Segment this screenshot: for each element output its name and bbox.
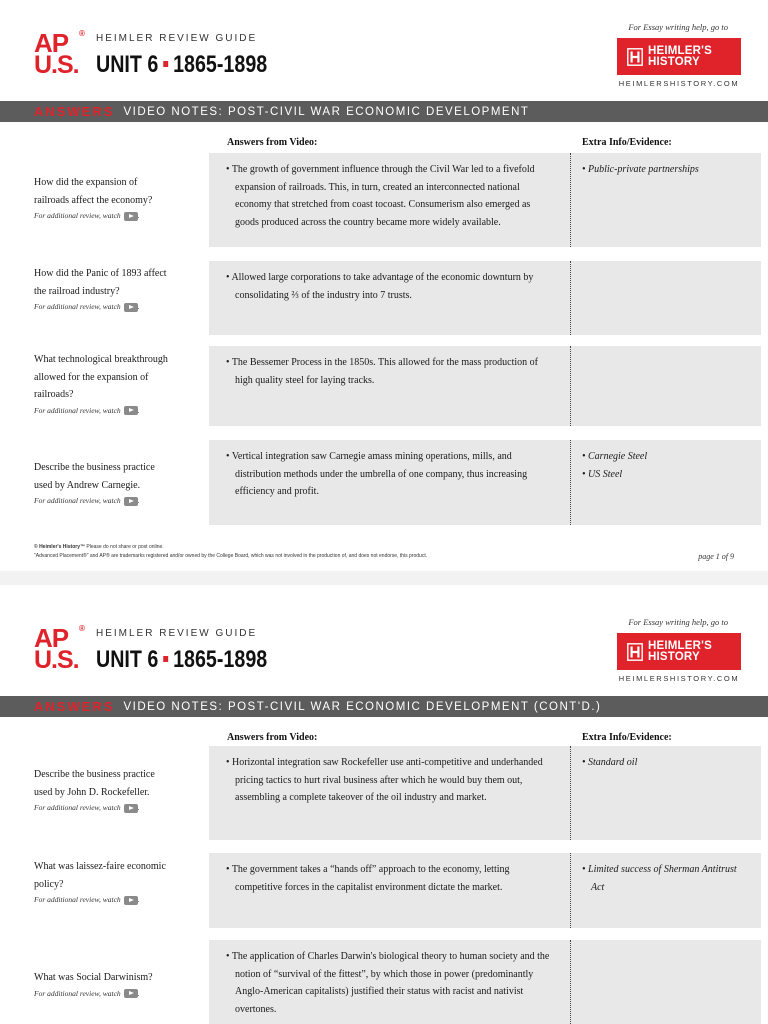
youtube-play-icon[interactable]: [124, 212, 138, 221]
section-banner: [0, 101, 768, 122]
youtube-play-icon[interactable]: [124, 497, 138, 506]
answer-text: • Vertical integration saw Carnegie amass mining operations, mills, and distribution methods under the umbrella of one company, thus increasing efficiency and profit.: [226, 451, 528, 497]
question-text: What technological breakthrough allowed for the expansion of railroads? For additional review, watch .: [34, 351, 174, 418]
answer-text: • Horizontal integration saw Rockefeller use anti-competitive and underhanded pricing tactics to hurt rival business after which he would buy them out, assembling a complete takeover of the oil industry and market.: [226, 757, 543, 803]
review-link[interactable]: For additional review, watch .: [34, 895, 140, 904]
answer-text: • The government takes a “hands off” approach to the economy, letting competitive forces in the capitalist environment dictate the market.: [226, 864, 510, 893]
guide-label: HEIMLER REVIEW GUIDE: [96, 33, 258, 44]
essay-help-text: For Essay writing help, go to: [628, 617, 728, 627]
review-link[interactable]: For additional review, watch .: [34, 405, 140, 415]
review-link[interactable]: For additional review, watch .: [34, 496, 140, 505]
column-divider: [570, 440, 571, 525]
heimler-h-icon: [627, 643, 643, 661]
extra-column-header: Extra Info/Evidence:: [582, 137, 672, 148]
question-text: Describe the business practice used by Andrew Carnegie. For additional review, watch .: [34, 459, 174, 508]
answers-column-header: Answers from Video:: [227, 137, 318, 148]
extra-info: • Public-private partnerships: [582, 164, 699, 175]
answer-box: [209, 153, 761, 247]
ap-us-logo: AP U.S. ®: [34, 623, 85, 674]
review-link[interactable]: For additional review, watch .: [34, 988, 140, 998]
page-header: [0, 0, 768, 100]
column-divider: [570, 261, 571, 335]
extra-info: • Standard oil: [582, 757, 638, 768]
answer-text: • The application of Charles Darwin's biological theory to human society and the notion of “survival of the fittest”, by which those in power (predominantly Anglo-American capitalists) justified their status with racist and nativist overtones.: [226, 951, 550, 1015]
section-banner: [0, 696, 768, 717]
extra-info: • Carnegie Steel • US Steel: [582, 451, 648, 480]
ap-us-logo: AP U.S. ®: [34, 28, 85, 79]
youtube-play-icon[interactable]: [124, 303, 138, 312]
question-text: What was laissez-faire economic policy? For additional review, watch .: [34, 858, 174, 907]
worksheet-page-2: [0, 595, 768, 1024]
column-divider: [570, 940, 571, 1024]
page-number: page 1 of 9: [698, 552, 734, 561]
page-separator: [0, 571, 768, 585]
review-link[interactable]: For additional review, watch .: [34, 302, 140, 311]
extra-column-header: Extra Info/Evidence:: [582, 732, 672, 743]
review-link[interactable]: For additional review, watch .: [34, 803, 140, 812]
unit-title: UNIT 6 1865-1898: [96, 646, 268, 673]
page-header: [0, 595, 768, 695]
answer-box: [209, 853, 761, 928]
youtube-play-icon[interactable]: [124, 896, 138, 905]
youtube-play-icon[interactable]: [124, 406, 138, 415]
copyright-footer: © Heimler's History™ Please do not share or post online. "Advanced Placement®" and AP® are trademarks registered and/or owned by the College Board, which was not involved in the production of, and does not endorse, this product.: [34, 544, 428, 559]
answer-box: [209, 940, 761, 1024]
extra-info: • Limited success of Sherman Antitrust Act: [582, 864, 737, 893]
banner-topic: VIDEO NOTES: POST-CIVIL WAR ECONOMIC DEVELOPMENT (CONT'D.): [123, 700, 602, 713]
answer-text: • The growth of government influence through the Civil War led to a fivefold expansion of railroads. This, in turn, created an interconnected national economy that stretched from coast tocoast. Consumerism also emerged as goods produced across the country became more widely available.: [226, 164, 535, 228]
heimlers-history-logo[interactable]: HEIMLER'S HISTORY: [617, 633, 741, 670]
column-divider: [570, 853, 571, 928]
answer-text: • Allowed large corporations to take advantage of the economic downturn by consolidating ⅔ of the industry into 7 trusts.: [226, 272, 534, 301]
answers-label: ANSWERS: [34, 699, 115, 714]
guide-label: HEIMLER REVIEW GUIDE: [96, 628, 258, 639]
answer-box: [209, 746, 761, 840]
essay-help-text: For Essay writing help, go to: [628, 22, 728, 32]
brand-url-link[interactable]: HEIMLERSHISTORY.COM: [618, 79, 740, 88]
question-text: How did the Panic of 1893 affect the railroad industry? For additional review, watch .: [34, 265, 174, 314]
unit-title: UNIT 6 1865-1898: [96, 51, 268, 78]
answer-box: [209, 440, 761, 525]
answers-label: ANSWERS: [34, 104, 115, 119]
question-text: What was Social Darwinism? For additional review, watch .: [34, 969, 174, 1001]
answer-box: [209, 261, 761, 335]
youtube-play-icon[interactable]: [124, 989, 138, 998]
question-text: Describe the business practice used by John D. Rockefeller. For additional review, watch .: [34, 766, 174, 815]
answer-text: • The Bessemer Process in the 1850s. This allowed for the mass production of high quality steel for laying tracks.: [226, 357, 538, 386]
column-divider: [570, 346, 571, 426]
heimlers-history-logo[interactable]: HEIMLER'S HISTORY: [617, 38, 741, 75]
answers-column-header: Answers from Video:: [227, 732, 318, 743]
brand-url-link[interactable]: HEIMLERSHISTORY.COM: [618, 674, 740, 683]
review-link[interactable]: For additional review, watch .: [34, 211, 140, 220]
youtube-play-icon[interactable]: [124, 804, 138, 813]
column-divider: [570, 153, 571, 247]
answer-box: [209, 346, 761, 426]
heimler-h-icon: [627, 48, 643, 66]
column-divider: [570, 746, 571, 840]
banner-topic: VIDEO NOTES: POST-CIVIL WAR ECONOMIC DEVELOPMENT: [123, 105, 530, 118]
question-text: How did the expansion of railroads affect the economy? For additional review, watch .: [34, 174, 174, 223]
